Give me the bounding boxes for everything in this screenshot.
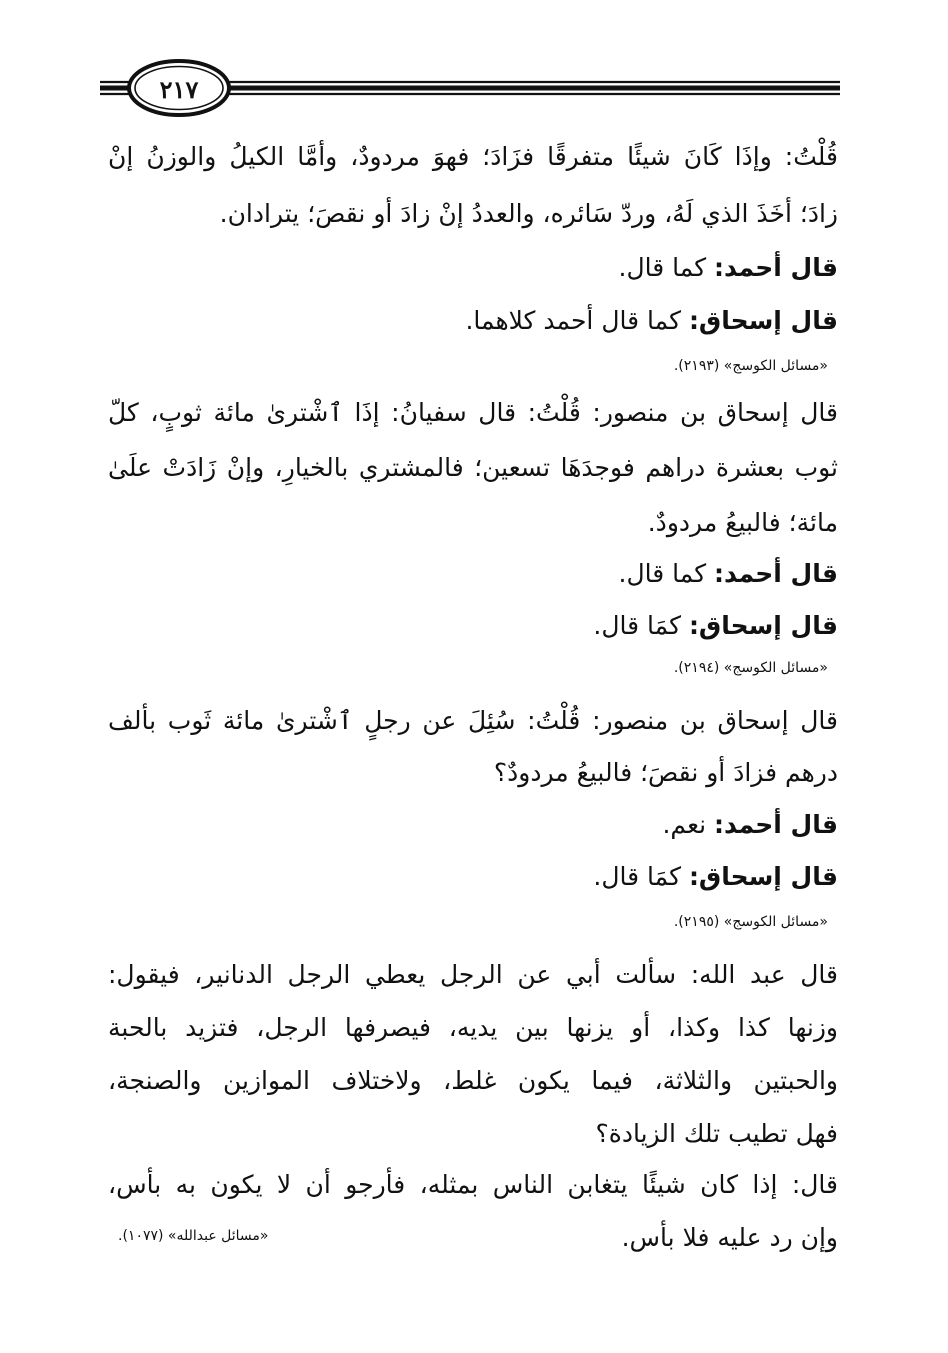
text-line: قال إسحاق بن منصور: قُلْتُ: سُئِلَ عن رجلٍ ٱشْترىٰ مائة ثَوب بألف: [108, 706, 838, 735]
text-line: وإن رد عليه فلا بأس.: [621, 1223, 838, 1252]
text-line: ثوب بعشرة دراهم فوجدَهَا تسعين؛ فالمشتري بالخيارِ، وإنْ زَادَتْ علَىٰ: [108, 453, 838, 482]
citation: «مسائل عبدالله» (١٠٧٧).: [118, 1228, 269, 1244]
speaker-label: قال إسحاق:: [688, 862, 838, 891]
answer-line-ahmad: [619, 253, 839, 282]
answer-text: نعم.: [662, 810, 715, 839]
answer-text: كما قال.: [618, 559, 715, 588]
text-line: قُلْتُ: وإذَا كَانَ شيئًا متفرقًا فزَادَ؛ فهوَ مردودٌ، وأمَّا الكيلُ والوزنُ إنْ: [108, 142, 838, 171]
answer-text: كما قال أحمد كلاهما.: [465, 306, 689, 335]
page-header: [100, 56, 840, 126]
answer-line-ahmad: [662, 810, 838, 839]
text-line: درهم فزادَ أو نقصَ؛ فالبيعُ مردودٌ؟: [493, 758, 838, 787]
citation: «مسائل الكوسج» (٢١٩٣).: [673, 358, 828, 374]
text-line: مائة؛ فالبيعُ مردودٌ.: [647, 508, 838, 537]
speaker-label: قال إسحاق:: [688, 306, 838, 335]
text-line: قال عبد الله: سألت أبي عن الرجل يعطي الرجل الدنانير، فيقول:: [108, 960, 838, 989]
page-number: ٢١٧: [159, 75, 199, 104]
text-line: زادَ؛ أخَذَ الذي لَهُ، وردّ سَائره، والعددُ إنْ زادَ أو نقصَ؛ يترادان.: [219, 199, 838, 228]
answer-text: كما قال.: [618, 253, 715, 282]
speaker-label: قال أحمد:: [714, 559, 838, 588]
answer-text: كمَا قال.: [593, 611, 689, 640]
answer-line-ishaq: [465, 306, 838, 335]
speaker-label: قال إسحاق:: [688, 611, 838, 640]
text-line: قال: إذا كان شيئًا يتغابن الناس بمثله، فأرجو أن لا يكون به بأس،: [108, 1170, 838, 1199]
speaker-label: قال أحمد:: [714, 810, 838, 839]
answer-line-ishaq: [593, 611, 838, 640]
speaker-label: قال أحمد:: [714, 253, 838, 282]
citation: «مسائل الكوسج» (٢١٩٤).: [673, 660, 828, 676]
answer-line-ishaq: [593, 862, 838, 891]
citation: «مسائل الكوسج» (٢١٩٥).: [673, 914, 828, 930]
text-line: قال إسحاق بن منصور: قُلْتُ: قال سفيانُ: إذَا ٱشْترىٰ مائة ثوبٍ، كلّ: [108, 398, 838, 427]
text-line: فهل تطيب تلك الزيادة؟: [595, 1119, 838, 1148]
answer-text: كمَا قال.: [593, 862, 689, 891]
text-line: والحبتين والثلاثة، فيما يكون غلط، ولاختلاف الموازين والصنجة،: [108, 1066, 838, 1095]
text-line: وزنها كذا وكذا، أو يزنها بين يديه، فيصرفها الرجل، فتزيد بالحبة: [108, 1013, 838, 1042]
answer-line-ahmad: [619, 559, 839, 588]
